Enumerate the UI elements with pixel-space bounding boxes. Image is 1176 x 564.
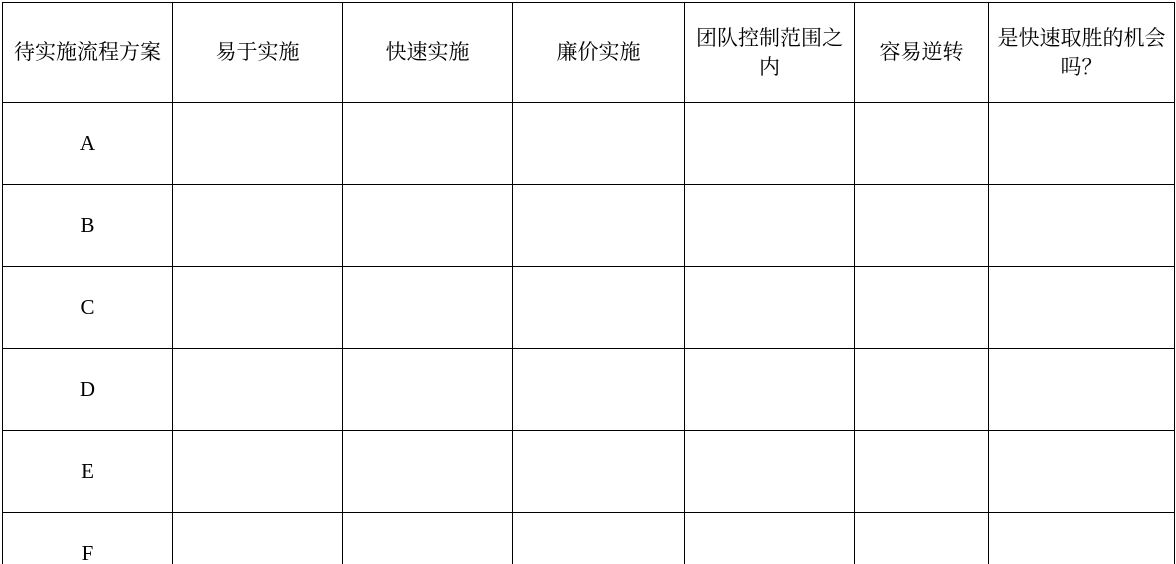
row-label-d: D [3,349,173,431]
cell-d-fast[interactable] [343,349,513,431]
table-row [3,431,1175,513]
cell-b-reversible[interactable] [855,185,989,267]
cell-d-quickwin[interactable] [989,349,1175,431]
column-header-plan: 待实施流程方案 [3,3,173,103]
cell-f-reversible[interactable] [855,513,989,564]
cell-a-fast[interactable] [343,103,513,185]
cell-a-cheap[interactable] [513,103,685,185]
row-label-a: A [3,103,173,185]
cell-e-reversible[interactable] [855,431,989,513]
header-row [3,3,1175,103]
cell-c-quickwin[interactable] [989,267,1175,349]
cell-d-cheap[interactable] [513,349,685,431]
cell-b-easy[interactable] [173,185,343,267]
row-label-c: C [3,267,173,349]
evaluation-matrix-table [2,2,1175,564]
cell-b-cheap[interactable] [513,185,685,267]
cell-e-cheap[interactable] [513,431,685,513]
cell-c-cheap[interactable] [513,267,685,349]
cell-c-reversible[interactable] [855,267,989,349]
cell-b-control[interactable] [685,185,855,267]
cell-d-control[interactable] [685,349,855,431]
table-row [3,267,1175,349]
cell-a-easy[interactable] [173,103,343,185]
cell-f-cheap[interactable] [513,513,685,564]
row-label-f: F [3,513,173,564]
cell-f-control[interactable] [685,513,855,564]
cell-a-reversible[interactable] [855,103,989,185]
cell-e-control[interactable] [685,431,855,513]
row-label-b: B [3,185,173,267]
cell-a-control[interactable] [685,103,855,185]
cell-e-easy[interactable] [173,431,343,513]
table-body [3,103,1175,564]
table-row [3,103,1175,185]
column-header-quick-win: 是快速取胜的机会吗？ [989,3,1175,103]
column-header-within-team-control: 团队控制范围之内 [685,3,855,103]
cell-c-easy[interactable] [173,267,343,349]
cell-e-fast[interactable] [343,431,513,513]
column-header-easy-to-implement: 易于实施 [173,3,343,103]
cell-a-quickwin[interactable] [989,103,1175,185]
cell-b-fast[interactable] [343,185,513,267]
cell-f-fast[interactable] [343,513,513,564]
column-header-easy-to-reverse: 容易逆转 [855,3,989,103]
table-header [3,3,1175,103]
cell-f-quickwin[interactable] [989,513,1175,564]
cell-d-reversible[interactable] [855,349,989,431]
cell-f-easy[interactable] [173,513,343,564]
cell-c-control[interactable] [685,267,855,349]
table-row [3,185,1175,267]
column-header-cheap-to-implement: 廉价实施 [513,3,685,103]
table-row [3,349,1175,431]
row-label-e: E [3,431,173,513]
table-row [3,513,1175,564]
column-header-fast-to-implement: 快速实施 [343,3,513,103]
cell-d-easy[interactable] [173,349,343,431]
cell-e-quickwin[interactable] [989,431,1175,513]
cell-b-quickwin[interactable] [989,185,1175,267]
cell-c-fast[interactable] [343,267,513,349]
